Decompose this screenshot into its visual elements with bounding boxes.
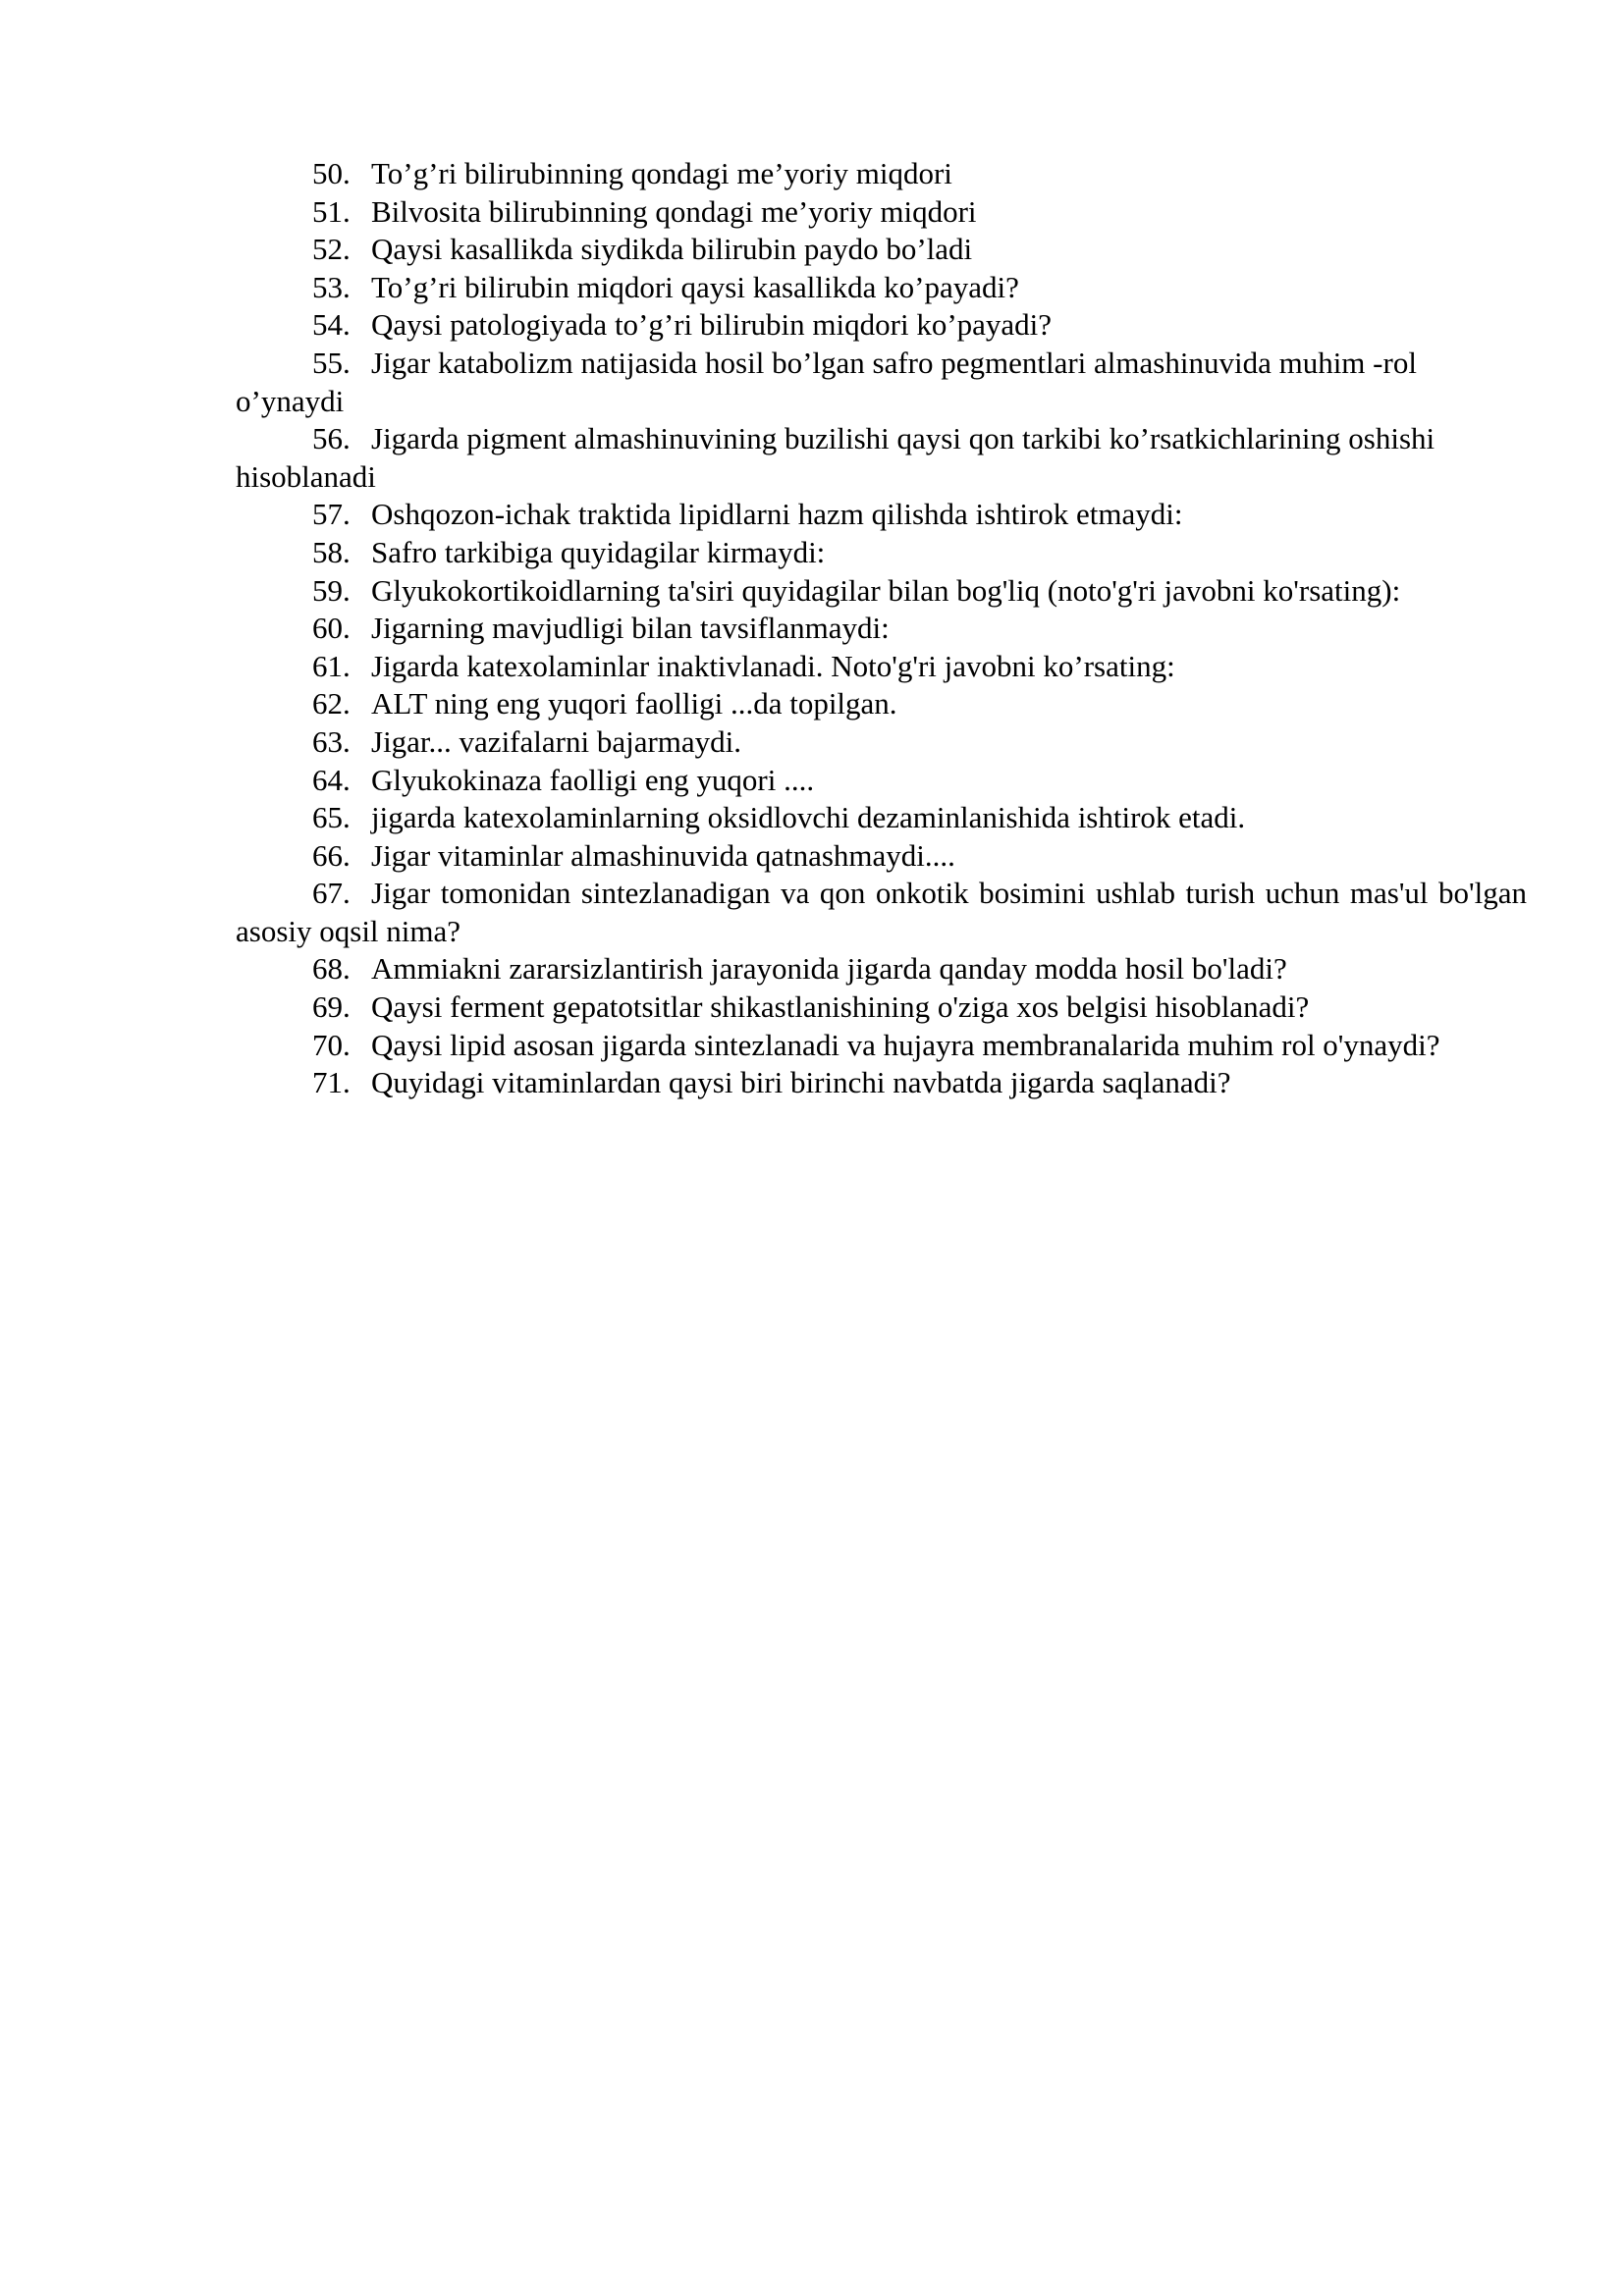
question-text: Glyukokortikoidlarning ta'siri quyidagilar bilan bog'liq (noto'g'ri javobni ko'rsating): xyxy=(371,572,1401,608)
question-number: 54. xyxy=(312,307,351,343)
question-item xyxy=(236,685,1527,723)
question-text: Safro tarkibiga quyidagilar kirmaydi: xyxy=(371,534,826,569)
question-text: jigarda katexolaminlarning oksidlovchi dezaminlanishida ishtirok etadi. xyxy=(371,800,1246,835)
question-item xyxy=(236,345,1527,420)
question-number: 60. xyxy=(312,611,351,646)
question-number: 62. xyxy=(312,686,351,721)
question-number: 64. xyxy=(312,762,351,797)
question-text: Jigarning mavjudligi bilan tavsiflanmaydi: xyxy=(371,611,890,646)
question-text: Jigarda pigment almashinuvining buzilishi qaysi qon tarkibi ko’rsatkichlarining oshishi hisoblanadi xyxy=(236,421,1435,494)
question-text: Oshqozon-ichak traktida lipidlarni hazm qilishda ishtirok etmaydi: xyxy=(371,497,1183,532)
question-text: To’g’ri bilirubin miqdori qaysi kasallikda ko’payadi? xyxy=(371,269,1019,304)
question-text: Qaysi patologiyada to’g’ri bilirubin miqdori ko’payadi? xyxy=(371,307,1053,343)
question-number: 68. xyxy=(312,951,351,987)
question-number: 52. xyxy=(312,232,351,267)
question-text: Jigar... vazifalarni bajarmaydi. xyxy=(371,723,742,759)
question-text: Jigar tomonidan sintezlanadigan va qon onkotik bosimini ushlab turish uchun mas'ul bo'lgan asosiy oqsil nima? xyxy=(236,876,1527,948)
question-text: Qaysi lipid asosan jigarda sintezlanadi va hujayra membranalarida muhim rol o'ynaydi? xyxy=(371,1027,1440,1062)
question-item xyxy=(236,572,1527,611)
question-number: 65. xyxy=(312,800,351,835)
question-item xyxy=(236,762,1527,800)
question-number: 59. xyxy=(312,572,351,608)
question-number: 69. xyxy=(312,989,351,1025)
question-number: 56. xyxy=(312,421,351,456)
question-item xyxy=(236,723,1527,762)
question-item xyxy=(236,648,1527,686)
question-item xyxy=(236,306,1527,345)
question-text: Qaysi kasallikda siydikda bilirubin paydo bo’ladi xyxy=(371,232,973,267)
question-item xyxy=(236,837,1527,876)
question-list xyxy=(236,155,1527,1102)
question-number: 53. xyxy=(312,269,351,304)
question-item xyxy=(236,269,1527,307)
question-number: 71. xyxy=(312,1065,351,1100)
question-text: Quyidagi vitaminlardan qaysi biri birinchi navbatda jigarda saqlanadi? xyxy=(371,1065,1231,1100)
question-text: Jigarda katexolaminlar inaktivlanadi. Noto'g'ri javobni ko’rsating: xyxy=(371,648,1175,683)
question-text: Bilvosita bilirubinning qondagi me’yoriy miqdori xyxy=(371,193,977,229)
question-text: Jigar katabolizm natijasida hosil bo’lgan safro pegmentlari almashinuvida muhim -rol o’ynaydi xyxy=(236,345,1417,418)
question-item xyxy=(236,1027,1527,1065)
question-text: Qaysi ferment gepatotsitlar shikastlanishining o'ziga xos belgisi hisoblanadi? xyxy=(371,989,1310,1025)
question-number: 57. xyxy=(312,497,351,532)
question-text: Jigar vitaminlar almashinuvida qatnashmaydi.... xyxy=(371,837,955,873)
question-item xyxy=(236,496,1527,534)
question-item xyxy=(236,231,1527,269)
question-text: ALT ning eng yuqori faolligi ...da topilgan. xyxy=(371,686,897,721)
question-number: 70. xyxy=(312,1027,351,1062)
question-number: 63. xyxy=(312,723,351,759)
question-item xyxy=(236,875,1527,950)
question-text: To’g’ri bilirubinning qondagi me’yoriy miqdori xyxy=(371,156,952,190)
question-number: 66. xyxy=(312,837,351,873)
question-item xyxy=(236,1064,1527,1102)
question-number: 55. xyxy=(312,345,351,380)
question-number: 67. xyxy=(312,876,351,911)
question-item xyxy=(236,534,1527,572)
question-item xyxy=(236,799,1527,837)
question-item xyxy=(236,950,1527,988)
question-item xyxy=(236,610,1527,648)
question-item xyxy=(236,420,1527,496)
question-number: 50. xyxy=(312,156,351,190)
question-item xyxy=(236,193,1527,232)
question-number: 58. xyxy=(312,534,351,569)
question-number: 51. xyxy=(312,193,351,229)
question-item xyxy=(236,155,1527,193)
question-number: 61. xyxy=(312,648,351,683)
question-text: Glyukokinaza faolligi eng yuqori .... xyxy=(371,762,815,797)
question-item xyxy=(236,988,1527,1027)
question-text: Ammiakni zararsizlantirish jarayonida jigarda qanday modda hosil bo'ladi? xyxy=(371,951,1287,987)
